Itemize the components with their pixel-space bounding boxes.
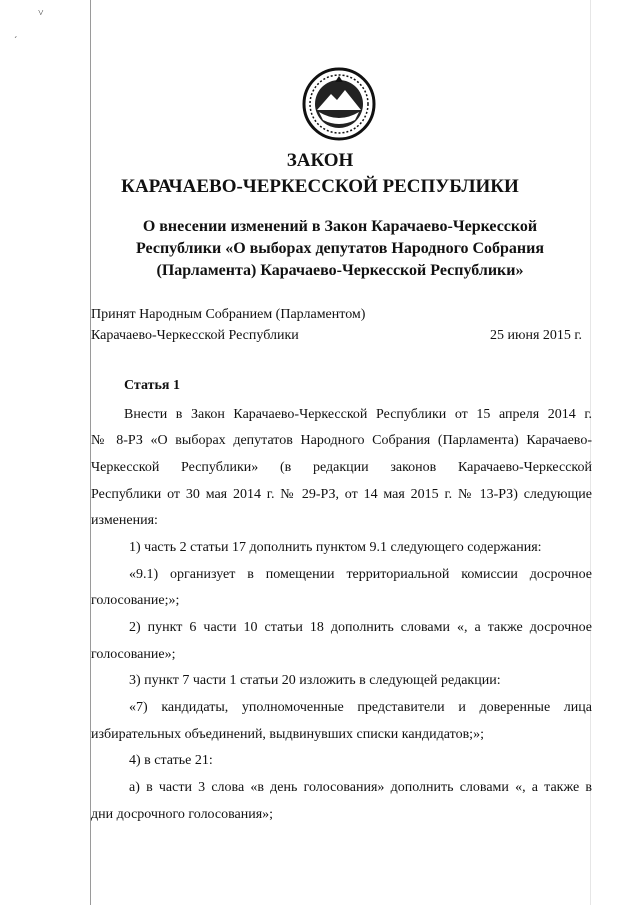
- document-type-title: ЗАКОН: [286, 150, 354, 171]
- article-line: «7) кандидаты, уполномоченные представители и доверенные лица: [129, 700, 592, 715]
- article-line: Республики от 30 мая 2014 г. № 29-РЗ, от 14 мая 2015 г. № 13-РЗ) следующие: [91, 487, 592, 502]
- article-line: 1) часть 2 статьи 17 дополнить пунктом 9.1 следующего содержания:: [129, 540, 542, 555]
- article-line: а) в части 3 слова «в день голосования» дополнить словами «, а также в: [129, 780, 592, 795]
- coat-of-arms-emblem: [301, 66, 377, 142]
- article-line: № 8-РЗ «О выборах депутатов Народного Собрания (Парламента) Карачаево-: [91, 433, 592, 448]
- article-line: голосование;»;: [91, 593, 180, 608]
- adoption-date: 25 июня 2015 г.: [490, 328, 583, 343]
- article-line: голосование»;: [91, 647, 176, 662]
- article-line: дни досрочного голосования»;: [91, 807, 274, 822]
- article-line: избирательных объединений, выдвинувших списки кандидатов;»;: [91, 727, 484, 742]
- article-line: 4) в статье 21:: [129, 753, 213, 768]
- scan-edge-line: [90, 0, 91, 905]
- republic-title: КАРАЧАЕВО-ЧЕРКЕССКОЙ РЕСПУБЛИКИ: [121, 176, 519, 197]
- law-name-line: (Парламента) Карачаево-Черкесской Республики»: [156, 262, 524, 279]
- scan-mark: ˊ: [14, 36, 18, 47]
- article-line: изменения:: [91, 513, 158, 528]
- adoption-line: Карачаево-Черкесской Республики: [91, 328, 299, 343]
- article-line: Внести в Закон Карачаево-Черкесской Республики от 15 апреля 2014 г.: [124, 407, 592, 422]
- article-line: 3) пункт 7 части 1 статьи 20 изложить в следующей редакции:: [129, 673, 501, 688]
- article-line: 2) пункт 6 части 10 статьи 18 дополнить словами «, а также досрочное: [129, 620, 592, 635]
- article-line: Черкесской Республики» (в редакции законов Карачаево-Черкесской: [91, 460, 592, 475]
- law-name-line: Республики «О выборах депутатов Народного Собрания: [135, 240, 545, 257]
- scan-edge-line-right: [590, 0, 591, 905]
- adoption-line: Принят Народным Собранием (Парламентом): [91, 307, 366, 322]
- scan-mark: ˅: [38, 8, 44, 19]
- law-name-line: О внесении изменений в Закон Карачаево-Черкесской: [142, 218, 538, 235]
- article-title: Статья 1: [124, 378, 180, 393]
- article-line: «9.1) организует в помещении территориальной комиссии досрочное: [129, 567, 592, 582]
